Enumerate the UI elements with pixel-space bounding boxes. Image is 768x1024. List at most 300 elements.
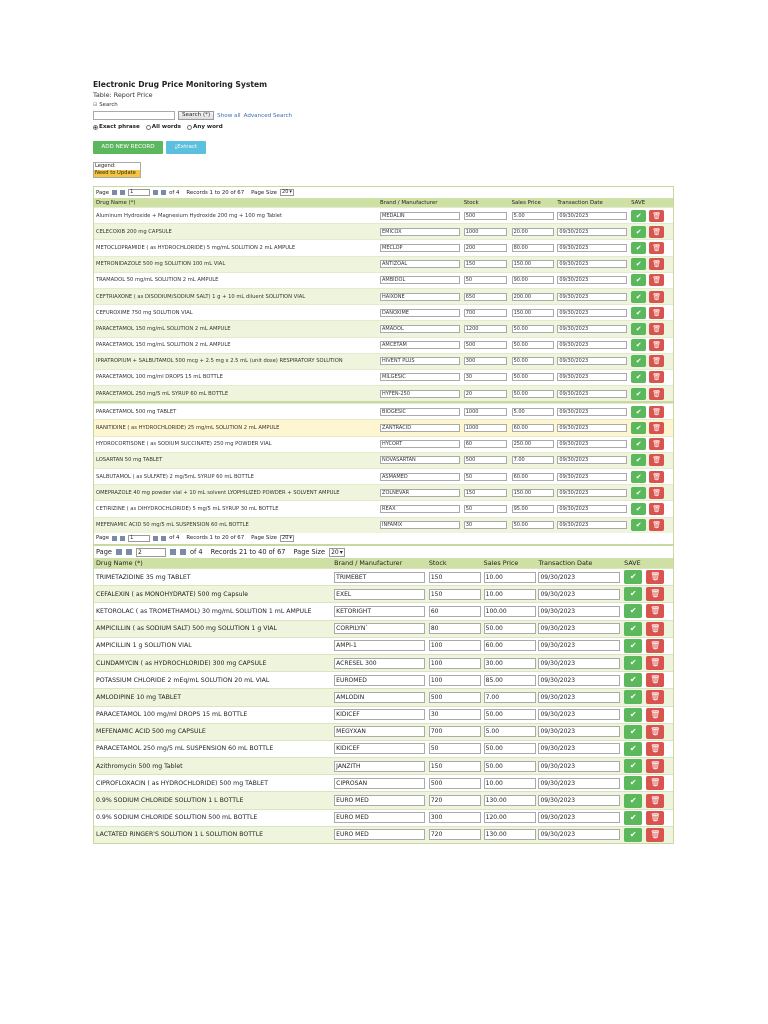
date-input[interactable]: 09/30/2023 <box>538 761 620 772</box>
stock-input[interactable]: 300 <box>464 357 507 365</box>
price-input[interactable]: 90.00 <box>512 276 554 284</box>
column-header-save[interactable]: SAVE <box>624 559 641 567</box>
option-all-words[interactable]: All words <box>146 124 181 130</box>
option-exact-phrase[interactable]: Exact phrase <box>93 124 140 130</box>
first-page-icon[interactable] <box>116 549 122 555</box>
delete-button[interactable] <box>649 274 664 286</box>
date-input[interactable]: 09/30/2023 <box>538 726 620 737</box>
brand-input[interactable]: HIVENT PLUS <box>380 357 460 365</box>
brand-input[interactable]: EURO MED <box>334 812 425 823</box>
delete-button[interactable] <box>646 794 664 808</box>
delete-button[interactable] <box>649 242 664 254</box>
save-button[interactable] <box>624 690 642 704</box>
save-button[interactable] <box>631 519 646 531</box>
brand-input[interactable]: EURO MED <box>334 795 425 806</box>
stock-input[interactable]: 60 <box>429 606 481 617</box>
save-button[interactable] <box>631 454 646 466</box>
advanced-search-link[interactable]: Advanced Search <box>243 112 293 119</box>
date-input[interactable]: 09/30/2023 <box>538 778 620 789</box>
stock-input[interactable]: 500 <box>429 778 481 789</box>
save-button[interactable] <box>631 258 646 270</box>
delete-button[interactable] <box>649 355 664 367</box>
date-input-cell <box>537 709 622 720</box>
table-row <box>94 500 673 516</box>
brand-input[interactable]: CORPILYN` <box>334 623 425 634</box>
date-input-cell <box>556 489 629 497</box>
option-any-word[interactable]: Any word <box>187 124 223 130</box>
save-button[interactable] <box>624 604 642 618</box>
price-input[interactable]: 50.00 <box>512 357 554 365</box>
date-input[interactable]: 09/30/2023 <box>557 357 627 365</box>
date-input[interactable]: 09/30/2023 <box>557 260 627 268</box>
extract-button[interactable]: ⤓Extract <box>166 141 206 154</box>
stock-input-cell <box>428 675 483 686</box>
brand-input[interactable]: REAX <box>380 505 460 513</box>
brand-input[interactable]: HYFEN-250 <box>380 390 460 398</box>
table-row <box>94 809 673 826</box>
brand-input[interactable]: MEGYXAN <box>334 726 425 737</box>
brand-input[interactable]: EXEL <box>334 589 425 600</box>
stock-input[interactable]: 30 <box>464 521 507 529</box>
last-page-icon[interactable] <box>180 549 186 555</box>
save-button[interactable] <box>624 742 642 756</box>
brand-input[interactable]: JANZITH <box>334 761 425 772</box>
drug-name: PARACETAMOL 100 mg/ml DROPS 15 mL BOTTLE <box>96 711 248 719</box>
delete-button[interactable] <box>646 673 664 687</box>
brand-input[interactable]: ZANTRACID <box>380 424 460 432</box>
date-input[interactable]: 09/30/2023 <box>538 572 620 583</box>
price-input[interactable]: 50.00 <box>484 743 536 754</box>
page-number-input[interactable]: 1 <box>128 535 150 542</box>
brand-input[interactable]: ASMAMED <box>380 473 460 481</box>
date-input[interactable]: 09/30/2023 <box>538 589 620 600</box>
delete-button[interactable] <box>649 258 664 270</box>
delete-button[interactable] <box>649 323 664 335</box>
price-input[interactable]: 5.00 <box>484 726 536 737</box>
delete-button[interactable] <box>649 406 664 418</box>
delete-button[interactable] <box>646 759 664 773</box>
drug-name: CLINDAMYCIN ( as HYDROCHLORIDE) 300 mg CAPSULE <box>96 659 267 667</box>
radio-icon[interactable] <box>187 125 192 130</box>
stock-input[interactable]: 50 <box>464 276 507 284</box>
save-button[interactable] <box>624 828 642 842</box>
brand-input[interactable]: CIPROSAN <box>334 778 425 789</box>
brand-input-cell <box>333 658 428 669</box>
column-header-brand[interactable]: Brand / Manufacturer <box>380 199 438 206</box>
date-input[interactable]: 09/30/2023 <box>538 812 620 823</box>
save-button[interactable] <box>624 587 642 601</box>
delete-button[interactable] <box>649 371 664 383</box>
search-collapse-icon[interactable]: ⊟ <box>93 102 98 108</box>
brand-input[interactable]: MECLOP <box>380 244 460 252</box>
date-input[interactable]: 09/30/2023 <box>557 456 627 464</box>
delete-button[interactable] <box>646 570 664 584</box>
delete-button[interactable] <box>646 690 664 704</box>
date-input[interactable]: 09/30/2023 <box>557 440 627 448</box>
save-button[interactable] <box>631 487 646 499</box>
date-input[interactable]: 09/30/2023 <box>557 521 627 529</box>
price-input[interactable]: 20.00 <box>512 228 554 236</box>
date-input[interactable]: 09/30/2023 <box>538 829 620 840</box>
stock-input-cell <box>428 726 483 737</box>
check-icon: ✔ <box>635 456 642 465</box>
brand-input[interactable]: ZOLNEVAR <box>380 489 460 497</box>
save-button[interactable] <box>624 794 642 808</box>
stock-input[interactable]: 150 <box>464 489 507 497</box>
price-input[interactable]: 150.00 <box>512 489 554 497</box>
delete-button[interactable] <box>649 438 664 450</box>
save-button[interactable] <box>631 388 646 400</box>
brand-input-cell <box>379 424 463 432</box>
brand-input[interactable]: MEDALIN <box>380 212 460 220</box>
date-input[interactable]: 09/30/2023 <box>538 675 620 686</box>
save-button[interactable] <box>631 291 646 303</box>
stock-input[interactable]: 500 <box>464 341 507 349</box>
stock-input-cell <box>428 761 483 772</box>
stock-input[interactable]: 200 <box>464 244 507 252</box>
drug-name: PARACETAMOL 250 mg/5 mL SYRUP 60 mL BOTTLE <box>96 390 229 397</box>
save-button[interactable] <box>631 274 646 286</box>
stock-input[interactable]: 1000 <box>464 228 507 236</box>
stock-input[interactable]: 650 <box>464 293 507 301</box>
search-button[interactable]: Search (*) <box>178 111 214 120</box>
stock-input[interactable]: 50 <box>464 473 507 481</box>
price-input[interactable]: 50.00 <box>512 521 554 529</box>
prev-page-icon[interactable] <box>120 536 125 541</box>
stock-input-cell <box>463 325 511 333</box>
page-size-value: 20 <box>282 189 289 195</box>
price-input[interactable]: 120.00 <box>484 812 536 823</box>
price-input-cell <box>483 795 538 806</box>
brand-input[interactable]: ANTIZOAL <box>380 260 460 268</box>
add-new-record-button[interactable]: ADD NEW RECORD <box>93 141 163 154</box>
page-size-select[interactable] <box>280 189 294 196</box>
price-input[interactable]: 50.00 <box>512 390 554 398</box>
price-input[interactable]: 60.00 <box>512 424 554 432</box>
drug-name: CEFUROXIME 750 mg SOLUTION VIAL <box>96 309 193 316</box>
search-input[interactable] <box>93 111 175 120</box>
brand-input[interactable]: INFAMIX <box>380 521 460 529</box>
date-input[interactable]: 09/30/2023 <box>538 709 620 720</box>
trash-icon: 🗑 <box>650 623 661 633</box>
price-input[interactable]: 7.00 <box>484 692 536 703</box>
save-button[interactable] <box>624 622 642 636</box>
date-input[interactable]: 09/30/2023 <box>557 341 627 349</box>
delete-button[interactable] <box>646 604 664 618</box>
save-button[interactable] <box>631 503 646 515</box>
price-input[interactable]: 150.00 <box>512 309 554 317</box>
stock-input[interactable]: 150 <box>429 572 481 583</box>
save-actions <box>622 587 673 601</box>
brand-input[interactable]: ACRESEL 300 <box>334 658 425 669</box>
page-number-input[interactable]: 1 <box>128 189 150 196</box>
stock-input-cell <box>463 373 511 381</box>
brand-input[interactable]: MILGESIC <box>380 373 460 381</box>
stock-input[interactable]: 1000 <box>464 424 507 432</box>
brand-input[interactable]: HAIXONE <box>380 293 460 301</box>
delete-button[interactable] <box>649 471 664 483</box>
price-input[interactable]: 80.00 <box>512 244 554 252</box>
drug-name: LACTATED RINGER'S SOLUTION 1 L SOLUTION BOTTLE <box>96 831 264 839</box>
price-input[interactable]: 250.00 <box>512 440 554 448</box>
date-input[interactable]: 09/30/2023 <box>538 743 620 754</box>
stock-input[interactable]: 60 <box>464 440 507 448</box>
column-header-date[interactable]: Transaction Date <box>538 559 593 567</box>
prev-page-icon[interactable] <box>120 190 125 195</box>
column-header-stock[interactable]: Stock <box>463 199 479 206</box>
save-actions <box>629 519 673 531</box>
price-input[interactable]: 50.00 <box>512 325 554 333</box>
brand-input[interactable]: NOVASARTAN <box>380 456 460 464</box>
date-input[interactable]: 09/30/2023 <box>557 325 627 333</box>
stock-input[interactable]: 700 <box>464 309 507 317</box>
price-input[interactable]: 130.00 <box>484 795 536 806</box>
page-size-select[interactable] <box>280 535 294 542</box>
price-input[interactable]: 50.00 <box>512 341 554 349</box>
date-input[interactable]: 09/30/2023 <box>557 390 627 398</box>
price-input[interactable]: 50.00 <box>512 373 554 381</box>
brand-input[interactable]: HYCORT <box>380 440 460 448</box>
price-input[interactable]: 7.00 <box>512 456 554 464</box>
first-page-icon[interactable] <box>112 536 117 541</box>
brand-input[interactable]: EUROMED <box>334 675 425 686</box>
save-button[interactable] <box>631 438 646 450</box>
date-input[interactable]: 09/30/2023 <box>557 473 627 481</box>
save-button[interactable] <box>631 307 646 319</box>
date-input[interactable]: 09/30/2023 <box>538 692 620 703</box>
save-button[interactable] <box>624 656 642 670</box>
brand-input[interactable]: TRIMEBET <box>334 572 425 583</box>
delete-button[interactable] <box>649 422 664 434</box>
price-input[interactable]: 10.00 <box>484 572 536 583</box>
stock-input[interactable]: 50 <box>429 743 481 754</box>
brand-input[interactable]: KIDICEF <box>334 743 425 754</box>
price-input[interactable]: 150.00 <box>512 260 554 268</box>
price-input[interactable]: 200.00 <box>512 293 554 301</box>
save-button[interactable] <box>631 242 646 254</box>
stock-input[interactable]: 80 <box>429 623 481 634</box>
delete-button[interactable] <box>649 210 664 222</box>
column-header-save[interactable]: SAVE <box>631 199 646 206</box>
save-actions <box>622 673 673 687</box>
price-input[interactable]: 85.00 <box>484 675 536 686</box>
delete-button[interactable] <box>646 587 664 601</box>
trash-icon: 🗑 <box>650 658 661 668</box>
column-header-drug[interactable]: Drug Name (*) <box>96 559 143 567</box>
delete-button[interactable] <box>646 776 664 790</box>
date-input[interactable]: 09/30/2023 <box>557 424 627 432</box>
stock-input[interactable]: 50 <box>464 505 507 513</box>
date-input-cell <box>556 521 629 529</box>
brand-input-cell <box>333 829 428 840</box>
date-input[interactable]: 09/30/2023 <box>538 658 620 669</box>
date-input[interactable]: 09/30/2023 <box>557 309 627 317</box>
column-header-price[interactable]: Sales Price <box>511 199 541 206</box>
price-input[interactable]: 10.00 <box>484 778 536 789</box>
price-input-cell <box>483 709 538 720</box>
drug-name: PARACETAMOL 100 mg/ml DROPS 15 mL BOTTLE <box>96 374 223 381</box>
price-input[interactable]: 5.00 <box>512 408 554 416</box>
stock-input[interactable]: 300 <box>429 812 481 823</box>
date-input[interactable]: 09/30/2023 <box>557 212 627 220</box>
price-input[interactable]: 60.00 <box>512 473 554 481</box>
price-input-cell <box>511 440 557 448</box>
stock-input[interactable]: 150 <box>429 761 481 772</box>
delete-button[interactable] <box>649 388 664 400</box>
column-header-drug[interactable]: Drug Name (*) <box>96 199 136 206</box>
save-button[interactable] <box>631 471 646 483</box>
delete-button[interactable] <box>646 639 664 653</box>
stock-input[interactable]: 700 <box>429 726 481 737</box>
save-button[interactable] <box>624 759 642 773</box>
date-input[interactable]: 09/30/2023 <box>557 244 627 252</box>
delete-button[interactable] <box>646 708 664 722</box>
save-button[interactable] <box>624 725 642 739</box>
stock-input[interactable]: 30 <box>464 373 507 381</box>
price-input[interactable]: 100.00 <box>484 606 536 617</box>
check-icon: ✔ <box>629 640 637 650</box>
column-header-stock[interactable]: Stock <box>428 559 447 567</box>
column-header-brand[interactable]: Brand / Manufacturer <box>334 559 403 567</box>
date-input[interactable]: 09/30/2023 <box>557 373 627 381</box>
last-page-icon[interactable] <box>161 536 166 541</box>
show-all-link[interactable]: Show all <box>217 112 241 119</box>
date-input[interactable]: 09/30/2023 <box>538 795 620 806</box>
delete-button[interactable] <box>649 454 664 466</box>
page-count: of 4 <box>169 189 180 196</box>
prev-page-icon[interactable] <box>126 549 132 555</box>
stock-input[interactable]: 150 <box>429 589 481 600</box>
next-page-icon[interactable] <box>170 549 176 555</box>
stock-input[interactable]: 150 <box>464 260 507 268</box>
price-input[interactable]: 60.00 <box>484 640 536 651</box>
column-header-date[interactable]: Transaction Date <box>557 199 603 206</box>
date-input[interactable]: 09/30/2023 <box>557 489 627 497</box>
column-header-price[interactable]: Sales Price <box>483 559 519 567</box>
delete-button[interactable] <box>649 307 664 319</box>
table-row <box>94 791 673 808</box>
delete-button[interactable] <box>646 656 664 670</box>
brand-input[interactable]: AMLODIN <box>334 692 425 703</box>
delete-button[interactable] <box>646 622 664 636</box>
price-input[interactable]: 95.00 <box>512 505 554 513</box>
date-input[interactable]: 09/30/2023 <box>538 623 620 634</box>
stock-input[interactable]: 1200 <box>464 325 507 333</box>
brand-input[interactable]: AMCETAM <box>380 341 460 349</box>
legend-need-update: Need to Update <box>94 170 140 177</box>
save-button[interactable] <box>631 226 646 238</box>
price-input[interactable]: 5.00 <box>512 212 554 220</box>
date-input[interactable]: 09/30/2023 <box>538 640 620 651</box>
brand-input[interactable]: AMPI-1 <box>334 640 425 651</box>
brand-input[interactable]: AMADOL <box>380 325 460 333</box>
stock-input[interactable]: 100 <box>429 640 481 651</box>
next-page-icon[interactable] <box>153 536 158 541</box>
trash-icon: 🗑 <box>652 260 662 269</box>
table-row <box>94 706 673 723</box>
save-button[interactable] <box>631 339 646 351</box>
next-page-icon[interactable] <box>153 190 158 195</box>
table-row <box>94 353 673 369</box>
save-button[interactable] <box>631 323 646 335</box>
save-button[interactable] <box>631 422 646 434</box>
page-size-select[interactable] <box>329 548 345 557</box>
save-button[interactable] <box>631 355 646 367</box>
delete-button[interactable] <box>646 725 664 739</box>
delete-button[interactable] <box>649 291 664 303</box>
save-button[interactable] <box>624 673 642 687</box>
stock-input[interactable]: 720 <box>429 795 481 806</box>
price-input[interactable]: 130.00 <box>484 829 536 840</box>
date-input[interactable]: 09/30/2023 <box>557 408 627 416</box>
save-button[interactable] <box>624 776 642 790</box>
price-input[interactable]: 50.00 <box>484 623 536 634</box>
save-button[interactable] <box>624 639 642 653</box>
stock-input[interactable]: 1000 <box>464 408 507 416</box>
table-row <box>94 320 673 336</box>
brand-input-cell <box>333 675 428 686</box>
stock-input[interactable]: 720 <box>429 829 481 840</box>
brand-input[interactable]: BIOGESIC <box>380 408 460 416</box>
trash-icon: 🗑 <box>650 572 661 582</box>
delete-button[interactable] <box>649 519 664 531</box>
brand-input[interactable]: KIDICEF <box>334 709 425 720</box>
delete-button[interactable] <box>649 339 664 351</box>
date-input[interactable]: 09/30/2023 <box>557 293 627 301</box>
date-input[interactable]: 09/30/2023 <box>557 276 627 284</box>
page-number-input[interactable]: 2 <box>136 548 166 557</box>
save-button[interactable] <box>624 811 642 825</box>
delete-button[interactable] <box>646 828 664 842</box>
delete-button[interactable] <box>649 503 664 515</box>
save-button[interactable] <box>631 406 646 418</box>
date-input[interactable]: 09/30/2023 <box>538 606 620 617</box>
stock-input[interactable]: 100 <box>429 675 481 686</box>
delete-button[interactable] <box>646 811 664 825</box>
price-input-cell <box>511 357 557 365</box>
save-button[interactable] <box>624 570 642 584</box>
stock-input[interactable]: 30 <box>429 709 481 720</box>
stock-input[interactable]: 20 <box>464 390 507 398</box>
brand-input[interactable]: DANOXIME <box>380 309 460 317</box>
delete-button[interactable] <box>646 742 664 756</box>
price-input[interactable]: 50.00 <box>484 761 536 772</box>
delete-button[interactable] <box>649 487 664 499</box>
date-input[interactable]: 09/30/2023 <box>557 228 627 236</box>
table-row <box>94 452 673 468</box>
stock-input[interactable]: 500 <box>464 456 507 464</box>
radio-icon[interactable] <box>93 125 98 130</box>
last-page-icon[interactable] <box>161 190 166 195</box>
delete-button[interactable] <box>649 226 664 238</box>
price-input[interactable]: 10.00 <box>484 589 536 600</box>
stock-input[interactable]: 500 <box>464 212 507 220</box>
brand-input[interactable]: AMBIDOL <box>380 276 460 284</box>
stock-input[interactable]: 100 <box>429 658 481 669</box>
date-input[interactable]: 09/30/2023 <box>557 505 627 513</box>
save-button[interactable] <box>631 210 646 222</box>
save-button[interactable] <box>631 371 646 383</box>
brand-input[interactable]: KETORIGHT <box>334 606 425 617</box>
price-input[interactable]: 30.00 <box>484 658 536 669</box>
first-page-icon[interactable] <box>112 190 117 195</box>
brand-input[interactable]: EMICOX <box>380 228 460 236</box>
save-button[interactable] <box>624 708 642 722</box>
price-input[interactable]: 50.00 <box>484 709 536 720</box>
brand-input[interactable]: EURO MED <box>334 829 425 840</box>
radio-icon[interactable] <box>146 125 151 130</box>
stock-input[interactable]: 500 <box>429 692 481 703</box>
